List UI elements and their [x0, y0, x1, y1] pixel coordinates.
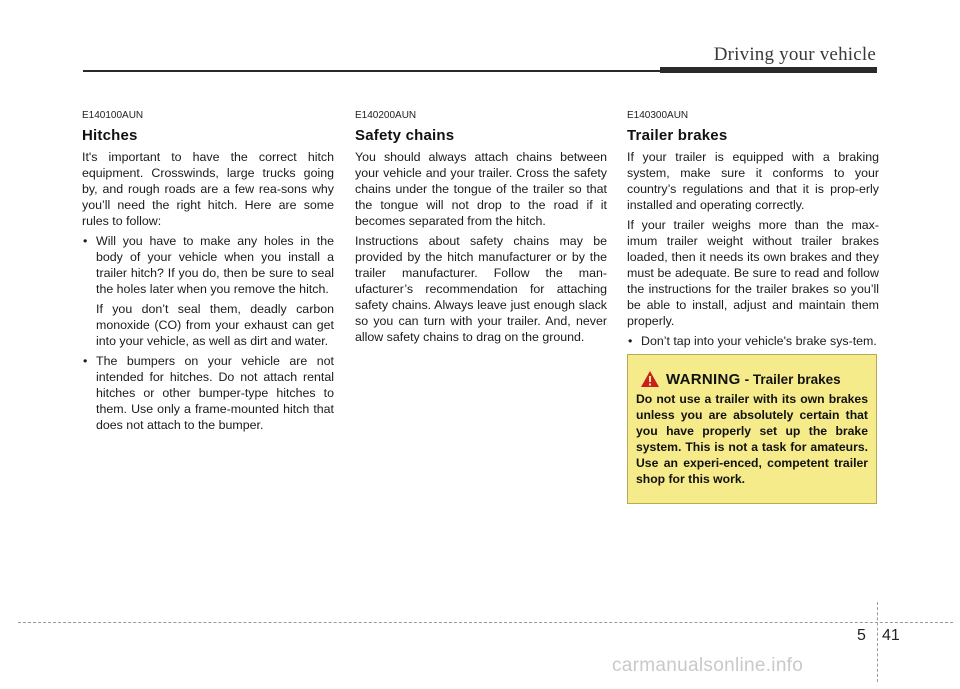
list-item — [82, 233, 334, 349]
trailer-brakes-para-2: If your trailer weighs more than the max-imum trailer weight without trailer brakes loaded, then it needs its own brakes and they must be adequate. Be sure to read and follow the instructions for the trailer brakes so you’ll be able to install, adjust and maintain them properly. — [627, 218, 879, 328]
watermark: carmanualsonline.info — [612, 655, 804, 676]
footer-vertical-divider — [877, 602, 878, 682]
trailer-brakes-para-1: If your trailer is equipped with a braking system, make sure it conforms to your country’s regulations and that it is prop-erly installed and operating correctly. — [627, 150, 879, 212]
bullet-icon: • — [628, 334, 633, 348]
bullet-icon: • — [83, 354, 88, 368]
header-bar — [660, 67, 877, 73]
warning-box — [627, 354, 877, 504]
safety-chains-code: E140200AUN — [355, 110, 417, 121]
safety-chains-para-2: Instructions about safety chains may be provided by the hitch manufacturer or by the trailer manufacturer. Follow the man-ufacturer’s recommendation for attaching safety chains. Always leave just enough slack so you can turn with your trailer. And, never allow safety chains to drag on the ground. — [355, 234, 607, 344]
safety-chains-para-1: You should always attach chains between your vehicle and your trailer. Cross the safety chains under the tongue of the trailer so that the tongue will not drop to the road if it becomes separated from the hitch. — [355, 150, 607, 228]
hitches-heading: Hitches — [82, 127, 138, 144]
trailer-brakes-heading: Trailer brakes — [627, 127, 728, 144]
warning-triangle-icon — [640, 370, 660, 388]
hitches-code: E140100AUN — [82, 110, 144, 121]
safety-chains-section — [355, 110, 607, 349]
list-item — [627, 333, 879, 349]
footer-divider — [18, 622, 953, 623]
section-title: Driving your vehicle — [713, 44, 876, 65]
hitches-bullet-2: The bumpers on your vehicle are not intended for hitches. Do not attach rental hitches or other bumper-type hitches to them. Use only a frame-mounted hitch that does not attach to the bumper. — [96, 354, 334, 432]
hitches-intro: It's important to have the correct hitch equipment. Crosswinds, large trucks going by, and rough roads are a few rea-sons why you’ll need the right hitch. Here are some rules to follow: — [82, 150, 334, 228]
trailer-brakes-code: E140300AUN — [627, 110, 689, 121]
hitches-bullet-1-cont: If you don’t seal them, deadly carbon monoxide (CO) from your exhaust can get into your vehicle, as well as dirt and water. — [96, 302, 334, 348]
hitches-section — [82, 110, 334, 433]
trailer-brakes-section — [627, 110, 879, 349]
safety-chains-heading: Safety chains — [355, 127, 455, 144]
chapter-number: 5 — [857, 627, 866, 644]
bullet-icon: • — [83, 234, 88, 248]
header-rule — [83, 70, 660, 72]
trailer-brakes-list — [627, 333, 879, 349]
warning-label: WARNING — [666, 370, 741, 388]
hitches-rules-list — [82, 233, 334, 433]
warning-subtitle: - Trailer brakes — [744, 371, 841, 387]
page-number: 41 — [882, 627, 900, 644]
hitches-bullet-1: Will you have to make any holes in the body of your vehicle when you install a trailer hitch? If you do, then be sure to seal the holes later when you remove the hitch. — [96, 234, 334, 296]
warning-header — [640, 370, 841, 388]
warning-body: Do not use a trailer with its own brakes unless you are absolutely certain that you have properly set up the brake system. This is not a task for amateurs. Use an experi-enced, competent trailer shop for this work. — [636, 392, 868, 486]
trailer-brakes-bullet-1: Don’t tap into your vehicle's brake sys-tem. — [641, 334, 877, 348]
list-item — [82, 353, 334, 433]
